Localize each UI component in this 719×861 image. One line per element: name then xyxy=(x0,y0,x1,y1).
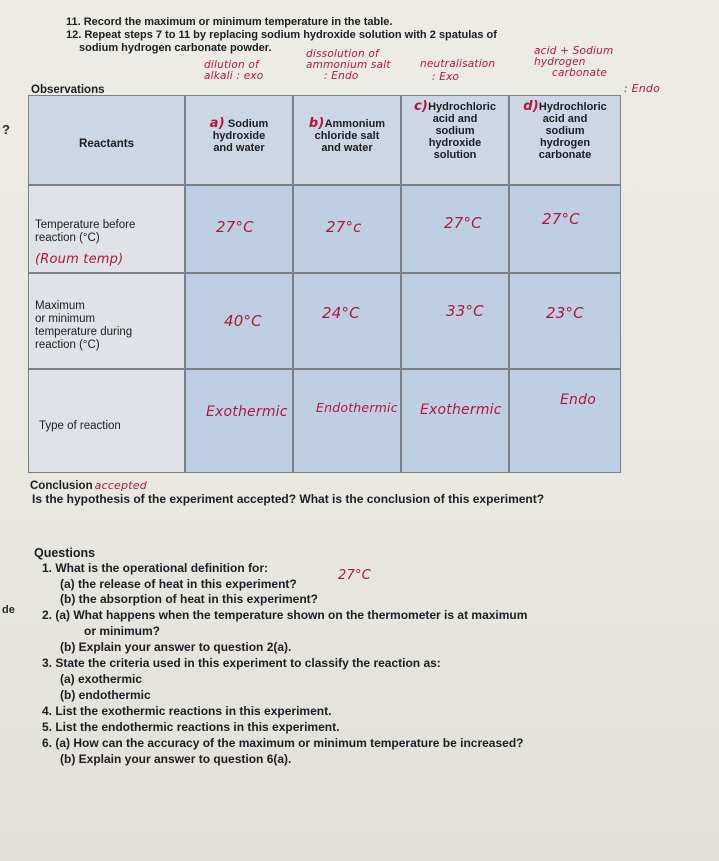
question-1a: (a) the release of heat in this experiment? xyxy=(60,577,297,591)
question-1b: (b) the absorption of heat in this experiment? xyxy=(60,592,319,606)
column-header-a: a) Sodium hydroxide and water xyxy=(185,95,293,185)
question-4: 4. List the exothermic reactions in this experiment. xyxy=(42,704,332,718)
row-label-temp-before: Temperature before reaction (°C) (Roum temp) xyxy=(28,185,185,273)
question-2a-cont: or minimum? xyxy=(84,624,161,638)
column-header-d: d)Hydrochloric acid and sodium hydrogen carbonate xyxy=(509,95,621,185)
hypothesis-question: Is the hypothesis of the experiment accepted? What is the conclusion of this experiment? xyxy=(32,492,545,506)
column-header-b: b)Ammonium chloride salt and water xyxy=(293,95,401,185)
cell-type-a: Exothermic xyxy=(185,369,293,473)
question-6b: (b) Explain your answer to question 6(a). xyxy=(60,752,292,766)
questions-title: Questions xyxy=(34,546,96,560)
step-12-continued: sodium hydrogen carbonate powder. xyxy=(79,42,272,54)
cell-type-c: Exothermic xyxy=(401,369,509,473)
cell-temp-before-c: 27°C xyxy=(401,185,509,273)
question-1-handwritten: 27°C xyxy=(338,568,371,583)
annotation-col-d-type: : Endo xyxy=(624,82,661,95)
conclusion xyxy=(30,479,147,492)
column-header-c: c)Hydrochloric acid and sodium hydroxide solution xyxy=(401,95,509,185)
reactants-label: Reactants xyxy=(79,138,134,150)
cell-temp-before-b: 27°c xyxy=(293,185,401,273)
question-5: 5. List the endothermic reactions in this experiment. xyxy=(42,720,340,734)
question-2b: (b) Explain your answer to question 2(a). xyxy=(60,640,292,654)
question-3a: (a) exothermic xyxy=(60,672,143,686)
conclusion-handwritten: accepted xyxy=(94,479,147,492)
row-label-max-min: Maximum or minimum temperature during reaction (°C) xyxy=(28,273,185,369)
annotation-col-a: dilution of alkali : exo xyxy=(204,59,264,82)
cell-temp-before-a: 27°C xyxy=(185,185,293,273)
cell-max-min-d: 23°C xyxy=(509,273,621,369)
cell-temp-before-d: 27°C xyxy=(509,185,621,273)
question-3: 3. State the criteria used in this experiment to classify the reaction as: xyxy=(42,656,441,670)
margin-question-mark: ? xyxy=(2,122,10,137)
step-11: 11. Record the maximum or minimum temperature in the table. xyxy=(66,16,393,28)
question-2a: 2. (a) What happens when the temperature shown on the thermometer is at maximum xyxy=(42,608,528,622)
cell-max-min-c: 33°C xyxy=(401,273,509,369)
annotation-col-c: neutralisation : Exo xyxy=(420,58,496,83)
question-1: 1. What is the operational definition for: xyxy=(42,561,269,575)
cell-max-min-b: 24°C xyxy=(293,273,401,369)
step-12: 12. Repeat steps 7 to 11 by replacing sodium hydroxide solution with 2 spatulas of xyxy=(66,29,497,41)
row-label-type: Type of reaction xyxy=(28,369,185,473)
annotation-col-d: acid + Sodium hydrogen carbonate xyxy=(534,45,614,79)
cell-type-b: Endothermic xyxy=(293,369,401,473)
cell-max-min-a: 40°C xyxy=(185,273,293,369)
observations-table xyxy=(28,84,658,475)
procedure-steps xyxy=(66,16,497,55)
cell-type-d: Endo xyxy=(509,369,621,473)
room-temp-note: (Roum temp) xyxy=(35,252,124,267)
conclusion-label: Conclusion xyxy=(30,480,93,492)
question-6a: 6. (a) How can the accuracy of the maximum or minimum temperature be increased? xyxy=(42,736,524,750)
table-corner: Observations Reactants xyxy=(28,95,185,185)
annotation-col-b: dissolution of ammonium salt : Endo xyxy=(306,48,391,82)
margin-note: de xyxy=(2,604,15,616)
question-3b: (b) endothermic xyxy=(60,688,151,702)
